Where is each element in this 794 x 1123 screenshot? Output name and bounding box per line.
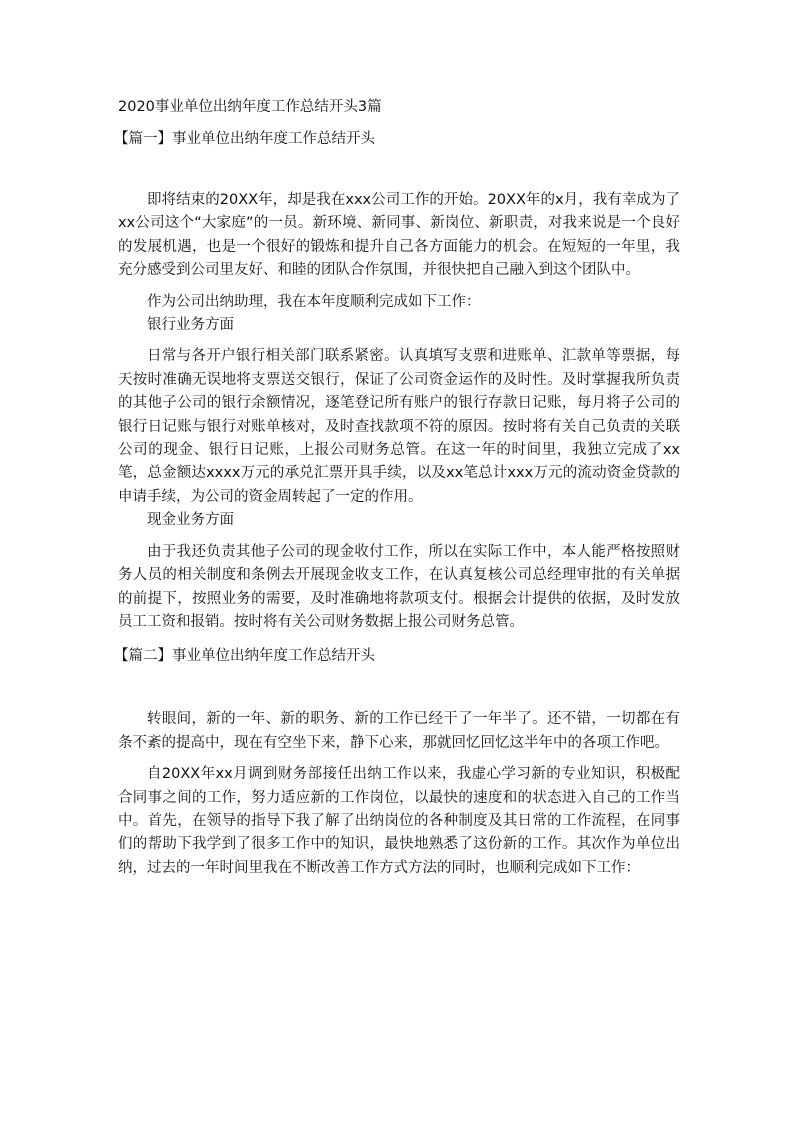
subheading-cash-business: 现金业务方面 — [147, 512, 234, 529]
document-page — [114, 97, 680, 880]
paragraph: 转眼间，新的一年、新的职务、新的工作已经干了一年半了。还不错，一切都在有条不紊的提高中，现在有空坐下来，静下心来，那就回忆回忆这半年中的各项工作吧。 — [118, 711, 680, 751]
paragraph: 日常与各开户银行相关部门联系紧密。认真填写支票和进账单、汇款单等票据，每天按时准确无误地将支票送交银行，保证了公司资金运作的及时性。及时掌握我所负责的其他子公司的银行余额情况，逐笔登记所有账户的银行存款日记账，每月将子公司的银行日记账与银行对账单核对，及时查找款项不符的原因。按时将有关自己负责的关联公司的现金、银行日记账，上报公司财务总管。在这一年的时间里，我独立完成了xx笔，总金额达xxxx万元的承兑汇票开具手续，以及xx笔总计xxx万元的流动资金贷款的申请手续，为公司的资金周转起了一定的作用。 — [118, 348, 680, 505]
section-2-heading: 【篇二】事业单位出纳年度工作总结开头 — [114, 648, 375, 665]
paragraph: 即将结束的20XX年，却是我在xxx公司工作的开始。20XX年的x月，我有幸成为了xx公司这个“大家庭”的一员。新环境、新同事、新岗位、新职责，对我来说是一个良好的发展机遇，也是一个很好的锻炼和提升自己各方面能力的机会。在短短的一年里，我充分感受到公司里友好、和睦的团队合作氛围，并很快把自己融入到这个团队中。 — [118, 192, 680, 279]
document-title: 2020事业单位出纳年度工作总结开头3篇 — [118, 99, 382, 115]
section-1-heading: 【篇一】事业单位出纳年度工作总结开头 — [114, 131, 375, 147]
paragraph: 作为公司出纳助理，我在本年度顺利完成如下工作： — [147, 293, 481, 310]
paragraph: 由于我还负责其他子公司的现金收付工作，所以在实际工作中，本人能严格按照财务人员的相关制度和条例去开展现金收支工作，在认真复核公司总经理审批的有关单据的前提下，按照业务的需要，及时准确地将款项支付。根据会计提供的依据，及时发放员工工资和报销。按时将有关公司财务数据上报公司财务总管。 — [118, 543, 680, 630]
paragraph: 自20XX年xx月调到财务部接任出纳工作以来，我虚心学习新的专业知识，积极配合同事之间的工作，努力适应新的工作岗位，以最快的速度和的状态进入自己的工作当中。首先，在领导的指导下我了解了出纳岗位的各种制度及其日常的工作流程，在同事们的帮助下我学到了很多工作中的知识，最快地熟悉了这份新的工作。其次作为单位出纳，过去的一年时间里我在不断改善工作方式方法的同时，也顺利完成如下工作： — [118, 766, 680, 876]
subheading-bank-business: 银行业务方面 — [147, 317, 234, 334]
